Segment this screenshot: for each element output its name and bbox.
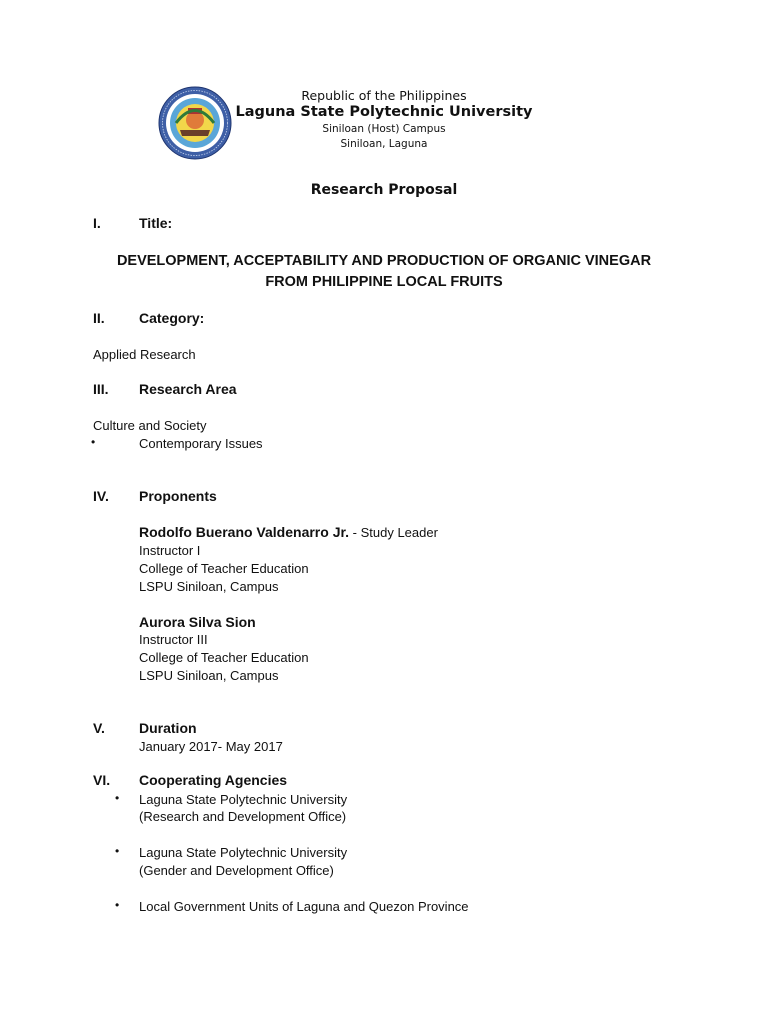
section-number-title: I.	[93, 215, 101, 231]
section-heading-area: Research Area	[139, 381, 237, 397]
proposal-title-line2: FROM PHILIPPINE LOCAL FRUITS	[265, 274, 503, 290]
duration-value: January 2017- May 2017	[139, 739, 283, 754]
agency-1-line1: Laguna State Polytechnic University	[139, 792, 348, 807]
proponent-1-campus: LSPU Siniloan, Campus	[139, 579, 279, 594]
proponent-1-name: Rodolfo Buerano Valdenarro Jr.	[139, 524, 350, 540]
agency-3-line1: Local Government Units of Laguna and Quezon Province	[139, 899, 469, 914]
section-number-category: II.	[93, 310, 105, 326]
proponent-2-title: Instructor III	[139, 632, 208, 647]
agency-1-line2: (Research and Development Office)	[139, 809, 347, 824]
bullet-icon: •	[115, 844, 120, 858]
section-heading-duration: Duration	[139, 720, 197, 736]
category-value: Applied Research	[93, 347, 196, 362]
agency-2-line1: Laguna State Polytechnic University	[139, 845, 348, 860]
area-bullet-item: Contemporary Issues	[139, 436, 263, 451]
area-value: Culture and Society	[93, 418, 207, 433]
proponent-1-name-line	[139, 524, 438, 542]
bullet-icon: •	[115, 898, 120, 912]
header-university-name: Laguna State Polytechnic University	[235, 104, 533, 120]
proponent-1-college: College of Teacher Education	[139, 561, 309, 576]
document-type-heading: Research Proposal	[310, 182, 458, 198]
proposal-title-line1: DEVELOPMENT, ACCEPTABILITY AND PRODUCTION OF ORGANIC VINEGAR	[116, 253, 652, 269]
section-number-proponents: IV.	[93, 488, 109, 504]
proponent-1-role: - Study Leader	[349, 525, 438, 540]
section-heading-title: Title:	[139, 215, 173, 231]
header-location: Siniloan, Laguna	[340, 138, 428, 150]
proponent-2-campus: LSPU Siniloan, Campus	[139, 668, 279, 683]
bullet-icon: •	[91, 435, 96, 449]
proponent-1-title: Instructor I	[139, 543, 201, 558]
agency-2-line2: (Gender and Development Office)	[139, 863, 334, 878]
proponent-2-name-line	[139, 614, 256, 632]
header-campus: Siniloan (Host) Campus	[322, 123, 446, 135]
proponent-2-name: Aurora Silva Sion	[139, 614, 256, 630]
section-number-duration: V.	[93, 720, 105, 736]
section-number-agencies: VI.	[93, 772, 111, 788]
header-republic: Republic of the Philippines	[301, 88, 467, 103]
section-heading-agencies: Cooperating Agencies	[139, 772, 288, 788]
section-heading-category: Category:	[139, 310, 205, 326]
proponent-2-college: College of Teacher Education	[139, 650, 309, 665]
section-heading-proponents: Proponents	[139, 488, 217, 504]
bullet-icon: •	[115, 791, 120, 805]
section-number-area: III.	[93, 381, 109, 397]
